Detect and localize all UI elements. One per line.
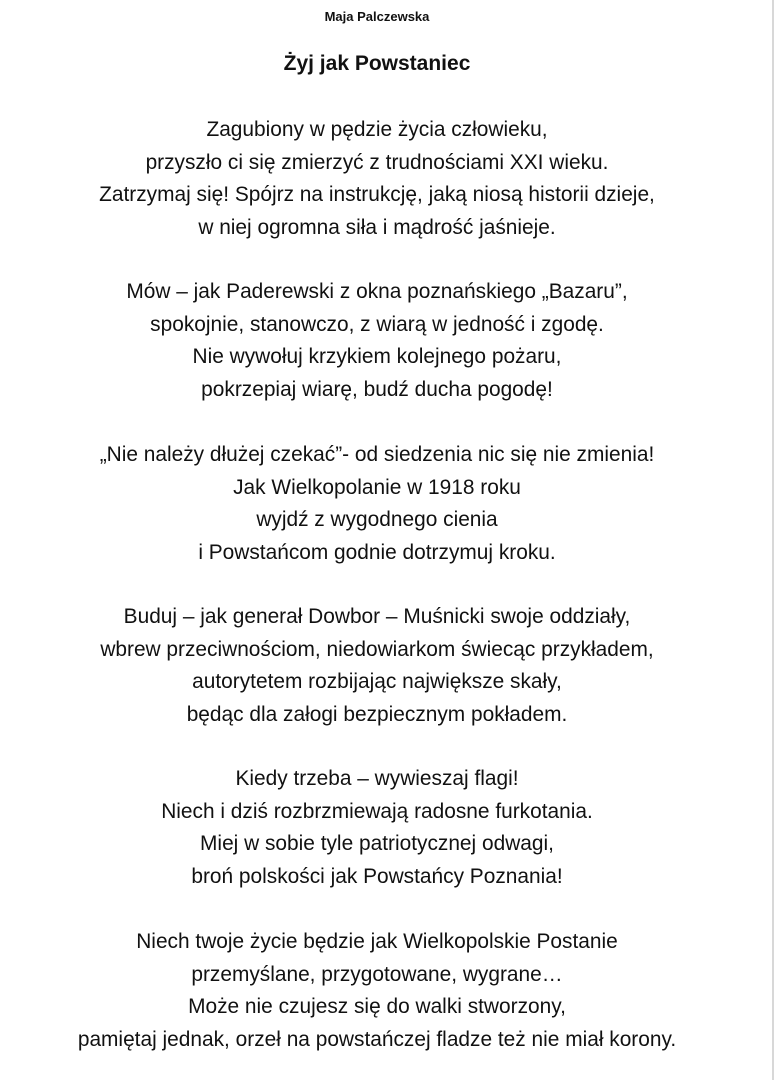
stanza-6: [0, 926, 754, 1056]
stanza-4: [0, 601, 754, 731]
poem-line: spokojnie, stanowczo, z wiarą w jedność i zgodę.: [150, 312, 604, 336]
poem-line: autorytetem rozbijając największe skały,: [192, 670, 562, 693]
poem-line: Może nie czujesz się do walki stworzony,: [188, 995, 566, 1018]
poem-line: broń polskości jak Powstańcy Poznania!: [191, 864, 563, 888]
poem-line: Niech i dziś rozbrzmiewają radosne furkotania.: [161, 799, 593, 823]
author-name: Maja Palczewska: [324, 9, 430, 24]
poem-line: Kiedy trzeba – wywieszaj flagi!: [235, 767, 519, 790]
poem-line: Zagubiony w pędzie życia człowieku,: [206, 118, 548, 141]
poem-line: Buduj – jak generał Dowbor – Muśnicki swoje oddziały,: [123, 605, 631, 628]
stanza-3: [0, 439, 754, 569]
poem-line: wbrew przeciwnościom, niedowiarkom świecąc przykładem,: [100, 637, 654, 661]
poem-line: Zatrzymaj się! Spójrz na instrukcję, jaką niosą historii dzieje,: [99, 183, 655, 206]
poem-line: „Nie należy dłużej czekać”- od siedzenia nic się nie zmienia!: [99, 443, 655, 466]
poem-line: przyszło ci się zmierzyć z trudnościami XXI wieku.: [145, 150, 609, 174]
poem-line: w niej ogromna siła i mądrość jaśnieje.: [198, 215, 556, 239]
poem-line: Niech twoje życie będzie jak Wielkopolskie Postanie: [136, 930, 618, 953]
poem-line: Miej w sobie tyle patriotycznej odwagi,: [200, 832, 554, 855]
poem-line: przemyślane, przygotowane, wygrane…: [191, 962, 563, 986]
stanza-2: [0, 276, 754, 406]
poem-line: będąc dla załogi bezpiecznym pokładem.: [186, 702, 568, 726]
poem-line: Mów – jak Paderewski z okna poznańskiego „Bazaru”,: [126, 280, 628, 303]
poem-line: Jak Wielkopolanie w 1918 roku: [233, 475, 521, 499]
poem-title: Żyj jak Powstaniec: [283, 52, 471, 75]
poem-line: pamiętaj jednak, orzeł na powstańczej fladze też nie miał korony.: [77, 1027, 677, 1051]
poem-line: i Powstańcom godnie dotrzymuj kroku.: [198, 540, 556, 564]
stanza-1: [0, 114, 754, 244]
poem-line: wyjdź z wygodnego cienia: [256, 508, 498, 531]
poem-line: pokrzepiaj wiarę, budź ducha pogodę!: [201, 377, 553, 401]
poem-line: Nie wywołuj krzykiem kolejnego pożaru,: [192, 345, 562, 368]
stanza-5: [0, 763, 754, 893]
